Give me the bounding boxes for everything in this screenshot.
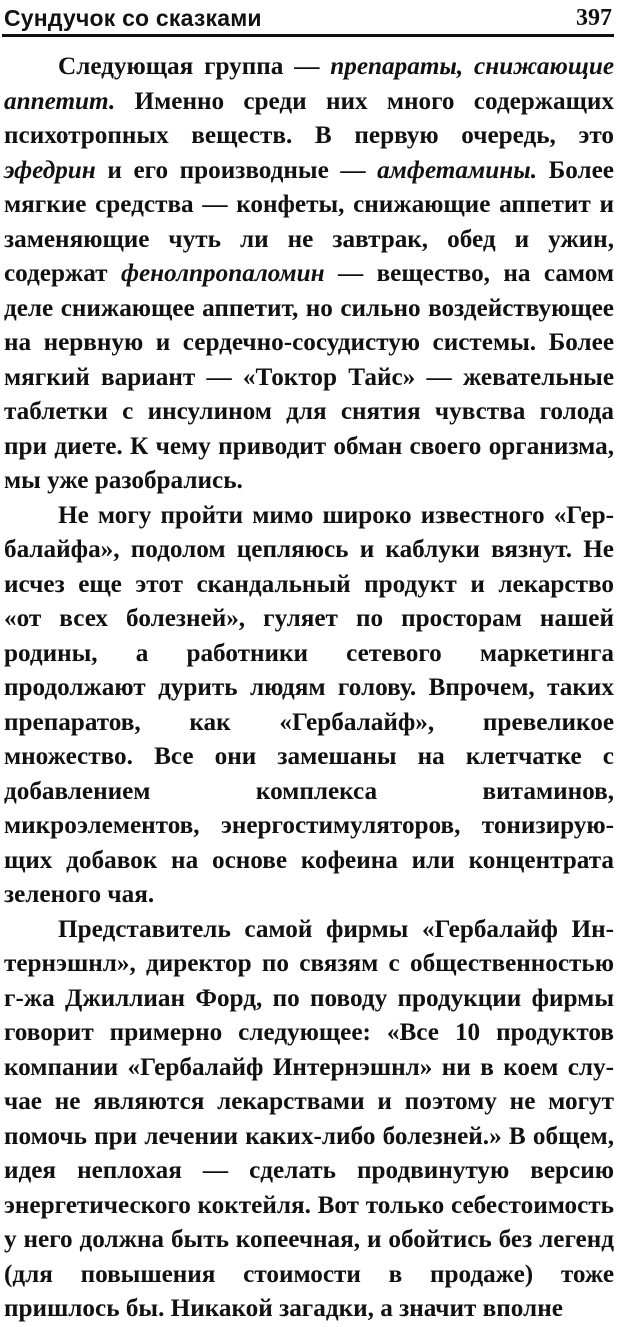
running-title: Сундучок со сказками [4,5,262,31]
paragraph-herbalife-representative [4,913,614,1327]
text-run: Именно среди них много содержащих психотропных веществ. В первую очередь, это [4,87,614,149]
italic-term: амфетамины. [377,156,538,184]
text-run: и его производные — [95,156,378,184]
running-head [4,2,612,32]
italic-term: эфедрин [4,156,96,184]
page-number: 397 [576,5,612,31]
text-run: Не могу пройти мимо широко известного «Гербалайфа», подолом цепляюсь и каблуки вязнут. Не исчез еще этот скандальный продукт и лекарство «от всех болезней», гуляет по просторам нашей родины, а работники сетевого маркетинга продолжают дурить людям голову. Впрочем, таких препаратов, как «Гербалайф», превеликое множество. Все они замешаны на клетчатке с добавлением комплекса витаминов, микроэлементов, энергостимуляторов, тонизирующих добавок на основе кофеина или концентрата зеленого чая. [4,501,614,908]
text-run: Более мягкие средства — конфеты, снижающие аппетит и заменяющие чуть ли не завтрак, обед и ужин, содержат [4,156,614,287]
body-text [4,50,614,1327]
italic-term: препараты, снижающие аппетит. [4,53,615,115]
paragraph-appetite-suppressants [4,50,614,499]
italic-term: фенолпропаломин [120,260,325,287]
text-run: Представитель самой фирмы «Гербалайф Интернэшнл», директор по связям с общественностью г-жа Джиллиан Форд, по поводу продукции фирмы говорит примерно следующее: «Все 10 продуктов компании «Гербалайф Интернэшнл» ни в коем случае не являются лекарствами и поэтому не могут помочь при лечении каких-либо болезней.» В общем, идея неплохая — сделать продвинутую версию энергетического коктейля. Вот только себестоимость у него должна быть копеечная, и обойтись без легенд (для повышения стоимости в продаже) тоже пришлось бы. Никакой загадки, а значит вполне [4,915,614,1322]
text-run: Следующая группа — [58,53,331,80]
header-rule [2,34,614,37]
paragraph-herbalife-intro [4,499,614,913]
text-run: — вещество, на самом деле снижающее аппетит, но сильно воздействующее на нервную и сердечно-сосудистую системы. Более мягкий вариант — «Токтор Тайс» — жевательные таблетки с инсулином для снятия чувства голода при диете. К чему приводит обман своего организма, мы уже разобрались. [4,260,615,494]
